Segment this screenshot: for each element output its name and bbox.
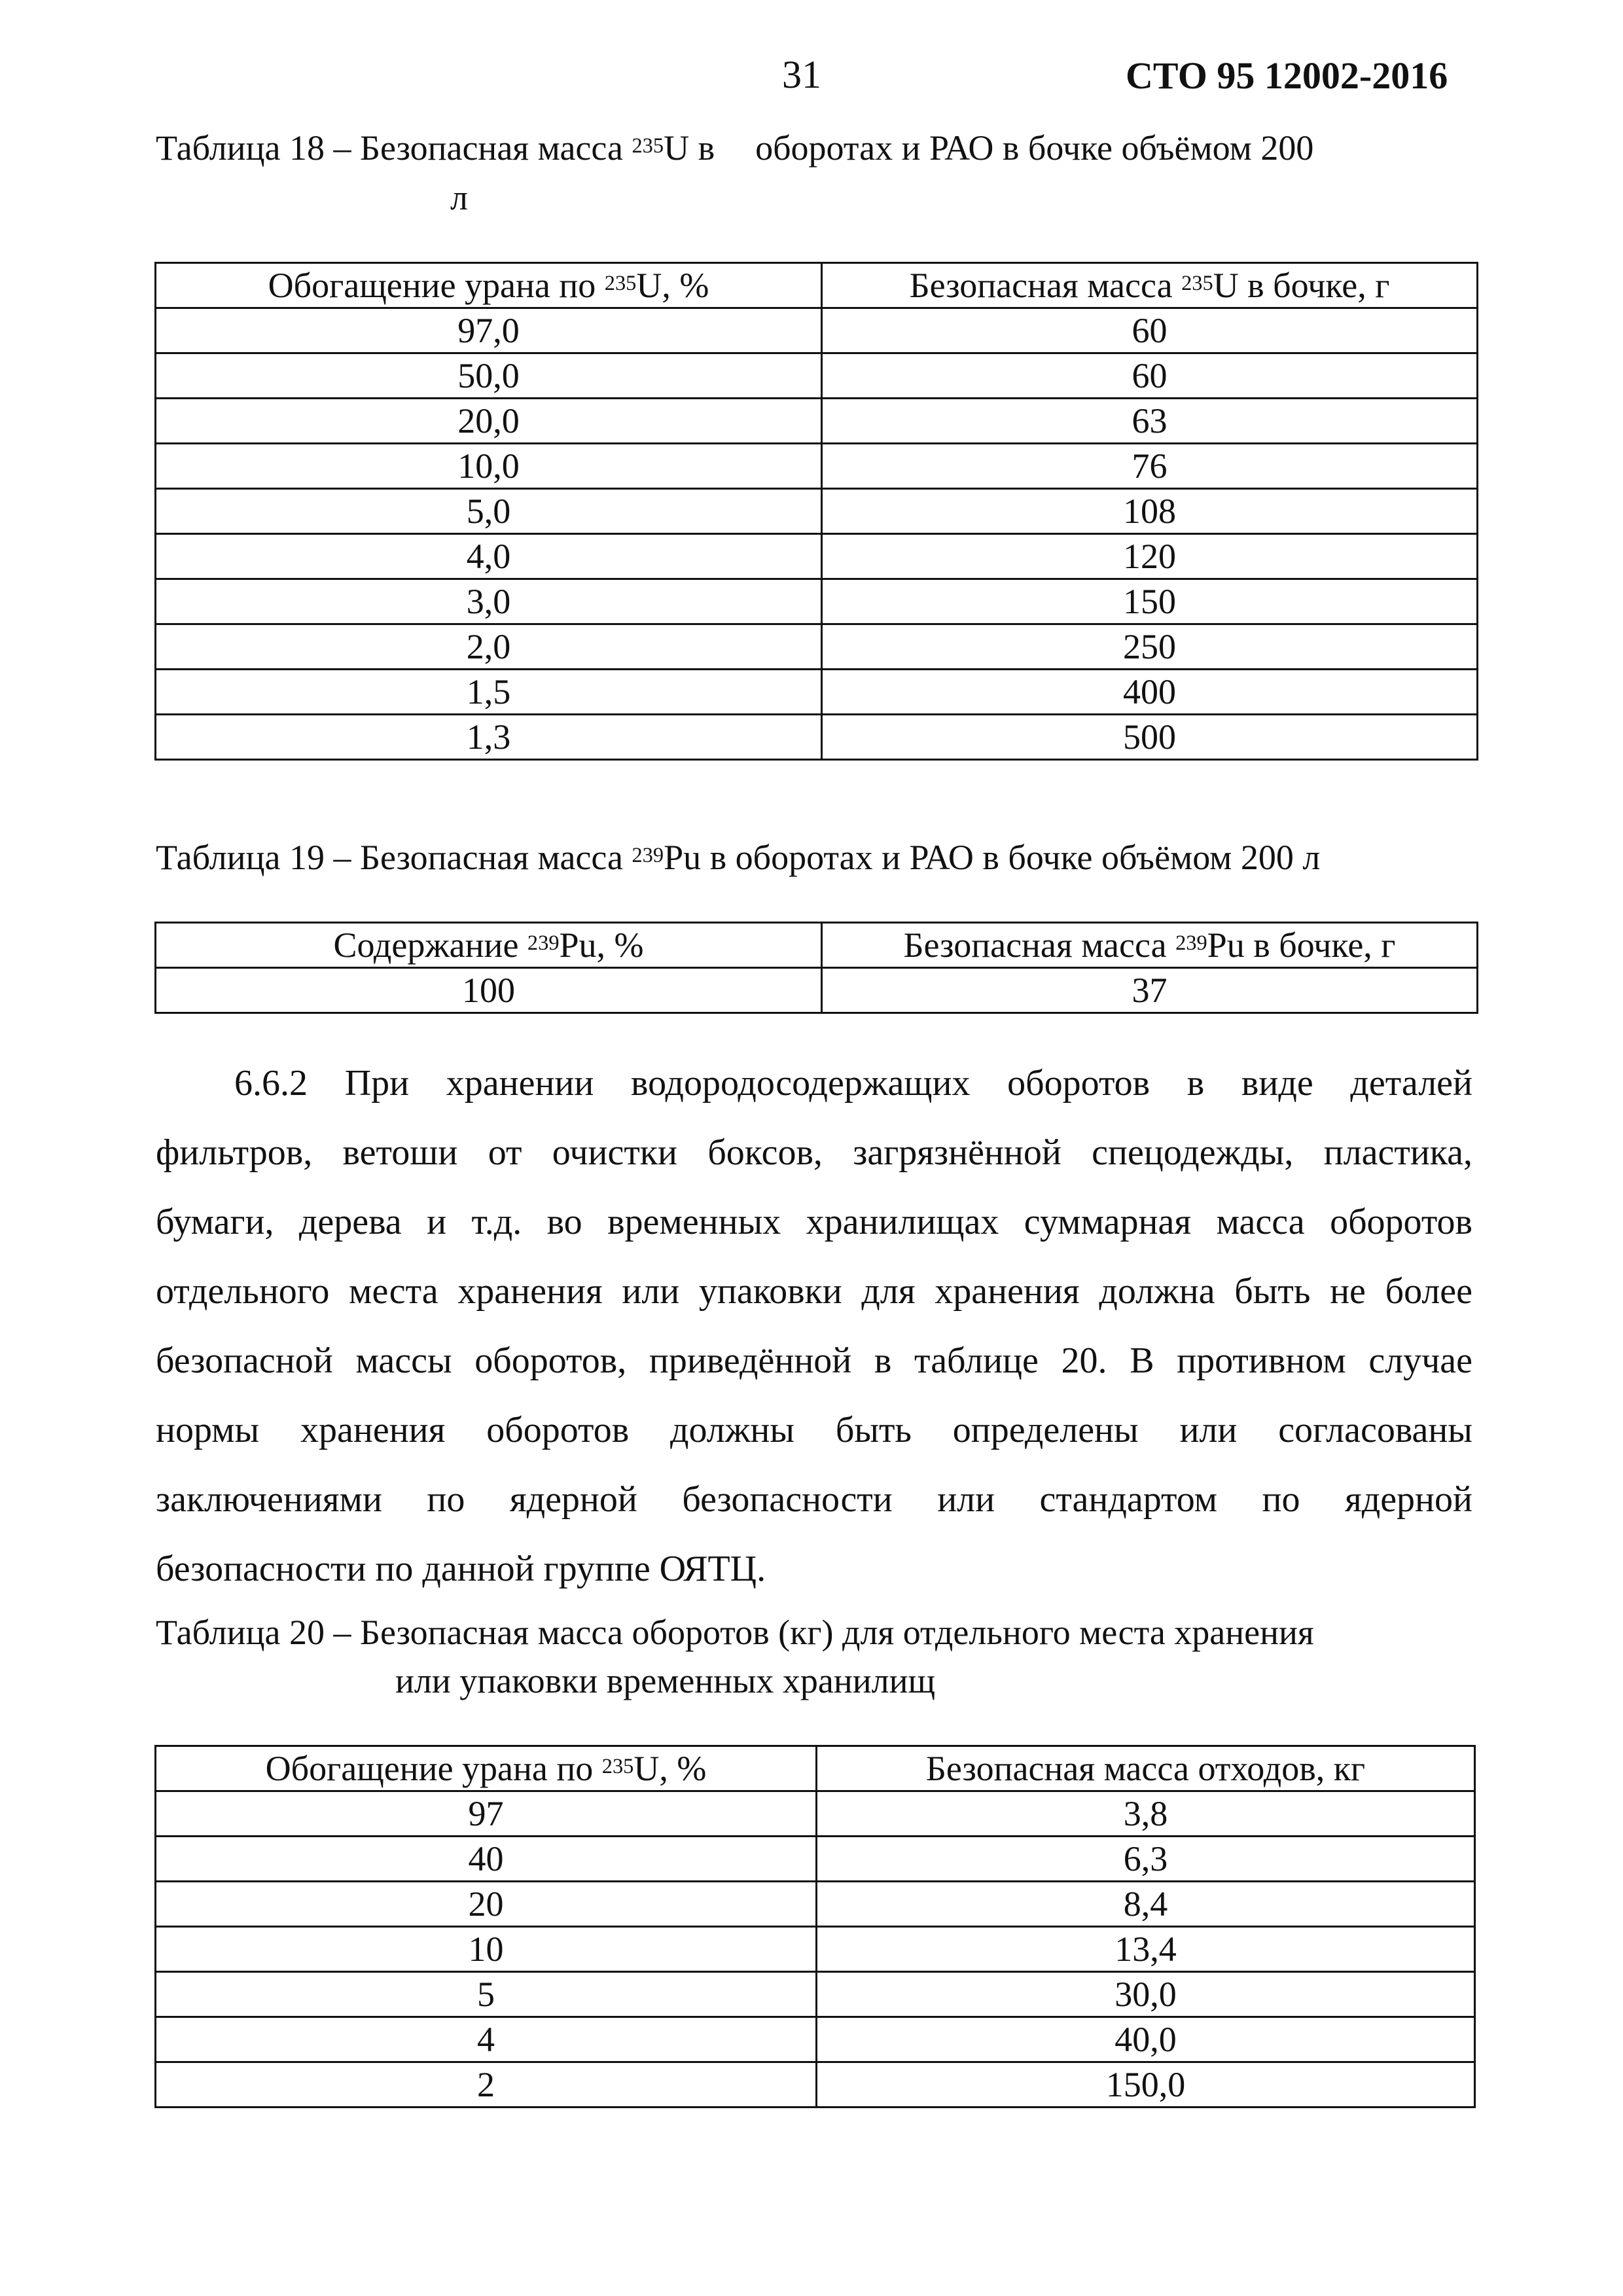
- paragraph-6-6-2: [156, 1049, 1472, 1604]
- table20-caption-line2: или упаковки временных хранилищ: [395, 1661, 936, 1700]
- table18-caption: [156, 123, 1491, 173]
- table-row: [156, 1791, 1475, 1837]
- table-header-row: [156, 263, 1478, 308]
- table-row: [156, 2062, 1475, 2108]
- table-row: [156, 624, 1478, 670]
- table-row: [156, 715, 1478, 760]
- table-cell-enrichment: 3,0: [156, 579, 822, 624]
- table-row: [156, 489, 1478, 534]
- table20-header-safe-mass: Безопасная масса отходов, кг: [817, 1746, 1475, 1791]
- table18: [154, 262, 1478, 761]
- table-header-row: [156, 1746, 1475, 1791]
- table-cell-safe-mass: 120: [822, 534, 1478, 579]
- table-row: [156, 1972, 1475, 2017]
- table-row: [156, 2017, 1475, 2062]
- table-row: [156, 1927, 1475, 1972]
- table-cell-safe-mass: 63: [822, 399, 1478, 444]
- table-row: [156, 534, 1478, 579]
- table18-caption-line2: л: [450, 178, 468, 217]
- table-row: [156, 1837, 1475, 1882]
- table-cell-safe-mass: 37: [822, 968, 1478, 1013]
- table-row: [156, 968, 1478, 1013]
- table-cell-enrichment: 5,0: [156, 489, 822, 534]
- table19-header-safe-mass: Безопасная масса $^{239}$Pu в бочке, г: [822, 923, 1478, 968]
- table-cell-enrichment: 20: [156, 1882, 817, 1927]
- table-cell-safe-mass: 3,8: [817, 1791, 1475, 1837]
- paragraph-line: отдельного места хранения или упаковки для хранения должна быть не более: [156, 1271, 1472, 1312]
- paragraph-line: фильтров, ветоши от очистки боксов, загрязнённой спецодежды, пластика,: [156, 1132, 1472, 1173]
- table-cell-safe-mass: 6,3: [817, 1837, 1475, 1882]
- table18-header-safe-mass: Безопасная масса $^{235}$U в бочке, г: [822, 263, 1478, 308]
- paragraph-line: заключениями по ядерной безопасности или стандартом по ядерной: [156, 1479, 1472, 1520]
- table18-caption-post: оборотах и РАО в бочке объёмом 200: [755, 128, 1314, 168]
- table19-caption-isotope: 239: [632, 843, 664, 867]
- table18-caption-isotope: 235: [632, 134, 664, 158]
- table-cell-enrichment: 97: [156, 1791, 817, 1837]
- table20-caption: Таблица 20 – Безопасная масса оборотов (кг) для отдельного места хранения: [156, 1613, 1314, 1652]
- table19-caption: Таблица 19 – Безопасная масса $^{239}$Pu в оборотах и РАО в бочке объёмом 200 л: [156, 838, 1321, 877]
- table-cell-enrichment: 1,3: [156, 715, 822, 760]
- table19: [154, 922, 1478, 1014]
- table-row: [156, 399, 1478, 444]
- table-row: [156, 1882, 1475, 1927]
- table-cell-safe-mass: 40,0: [817, 2017, 1475, 2062]
- table-cell-safe-mass: 76: [822, 444, 1478, 489]
- table-cell-safe-mass: 8,4: [817, 1882, 1475, 1927]
- table-row: [156, 353, 1478, 399]
- table-row: [156, 670, 1478, 715]
- table-cell-enrichment: 40: [156, 1837, 817, 1882]
- table-cell-enrichment: 5: [156, 1972, 817, 2017]
- table-cell-safe-mass: 500: [822, 715, 1478, 760]
- table19-header-content: Содержание $^{239}$Pu, %: [156, 923, 822, 968]
- table-cell-enrichment: 10,0: [156, 444, 822, 489]
- table-row: [156, 579, 1478, 624]
- table-row: [156, 308, 1478, 353]
- table-cell-safe-mass: 150,0: [817, 2062, 1475, 2108]
- document-code: СТО 95 12002-2016: [1126, 54, 1448, 97]
- table-cell-safe-mass: 250: [822, 624, 1478, 670]
- table-cell-enrichment: 100: [156, 968, 822, 1013]
- paragraph-line: безопасной массы оборотов, приведённой в таблице 20. В противном случае: [156, 1340, 1472, 1381]
- paragraph-line: бумаги, дерева и т.д. во временных хранилищах суммарная масса оборотов: [156, 1202, 1472, 1242]
- table-cell-enrichment: 20,0: [156, 399, 822, 444]
- table-row: [156, 444, 1478, 489]
- table-cell-safe-mass: 400: [822, 670, 1478, 715]
- paragraph-line: 6.6.2 При хранении водородосодержащих оборотов в виде деталей: [234, 1063, 1472, 1103]
- table18-header-enrichment: Обогащение урана по $^{235}$U, %: [156, 263, 822, 308]
- paragraph-line: безопасности по данной группе ОЯТЦ.: [156, 1549, 766, 1589]
- table-cell-safe-mass: 13,4: [817, 1927, 1475, 1972]
- table20: [154, 1745, 1476, 2108]
- table-cell-enrichment: 50,0: [156, 353, 822, 399]
- table-cell-enrichment: 97,0: [156, 308, 822, 353]
- table-cell-enrichment: 2: [156, 2062, 817, 2108]
- table-cell-enrichment: 10: [156, 1927, 817, 1972]
- table20-header-enrichment: Обогащение урана по $^{235}$U, %: [156, 1746, 817, 1791]
- table18-caption-mid: U в: [664, 128, 715, 168]
- table18-caption-pre: Таблица 18 – Безопасная масса: [156, 128, 632, 168]
- table-cell-enrichment: 4,0: [156, 534, 822, 579]
- table-cell-enrichment: 2,0: [156, 624, 822, 670]
- table-cell-safe-mass: 108: [822, 489, 1478, 534]
- table-cell-enrichment: 1,5: [156, 670, 822, 715]
- table-cell-enrichment: 4: [156, 2017, 817, 2062]
- table-cell-safe-mass: 60: [822, 353, 1478, 399]
- table-header-row: [156, 923, 1478, 968]
- table-cell-safe-mass: 150: [822, 579, 1478, 624]
- table-cell-safe-mass: 30,0: [817, 1972, 1475, 2017]
- page-number: 31: [782, 53, 821, 96]
- table-cell-safe-mass: 60: [822, 308, 1478, 353]
- paragraph-line: нормы хранения оборотов должны быть определены или согласованы: [156, 1410, 1472, 1450]
